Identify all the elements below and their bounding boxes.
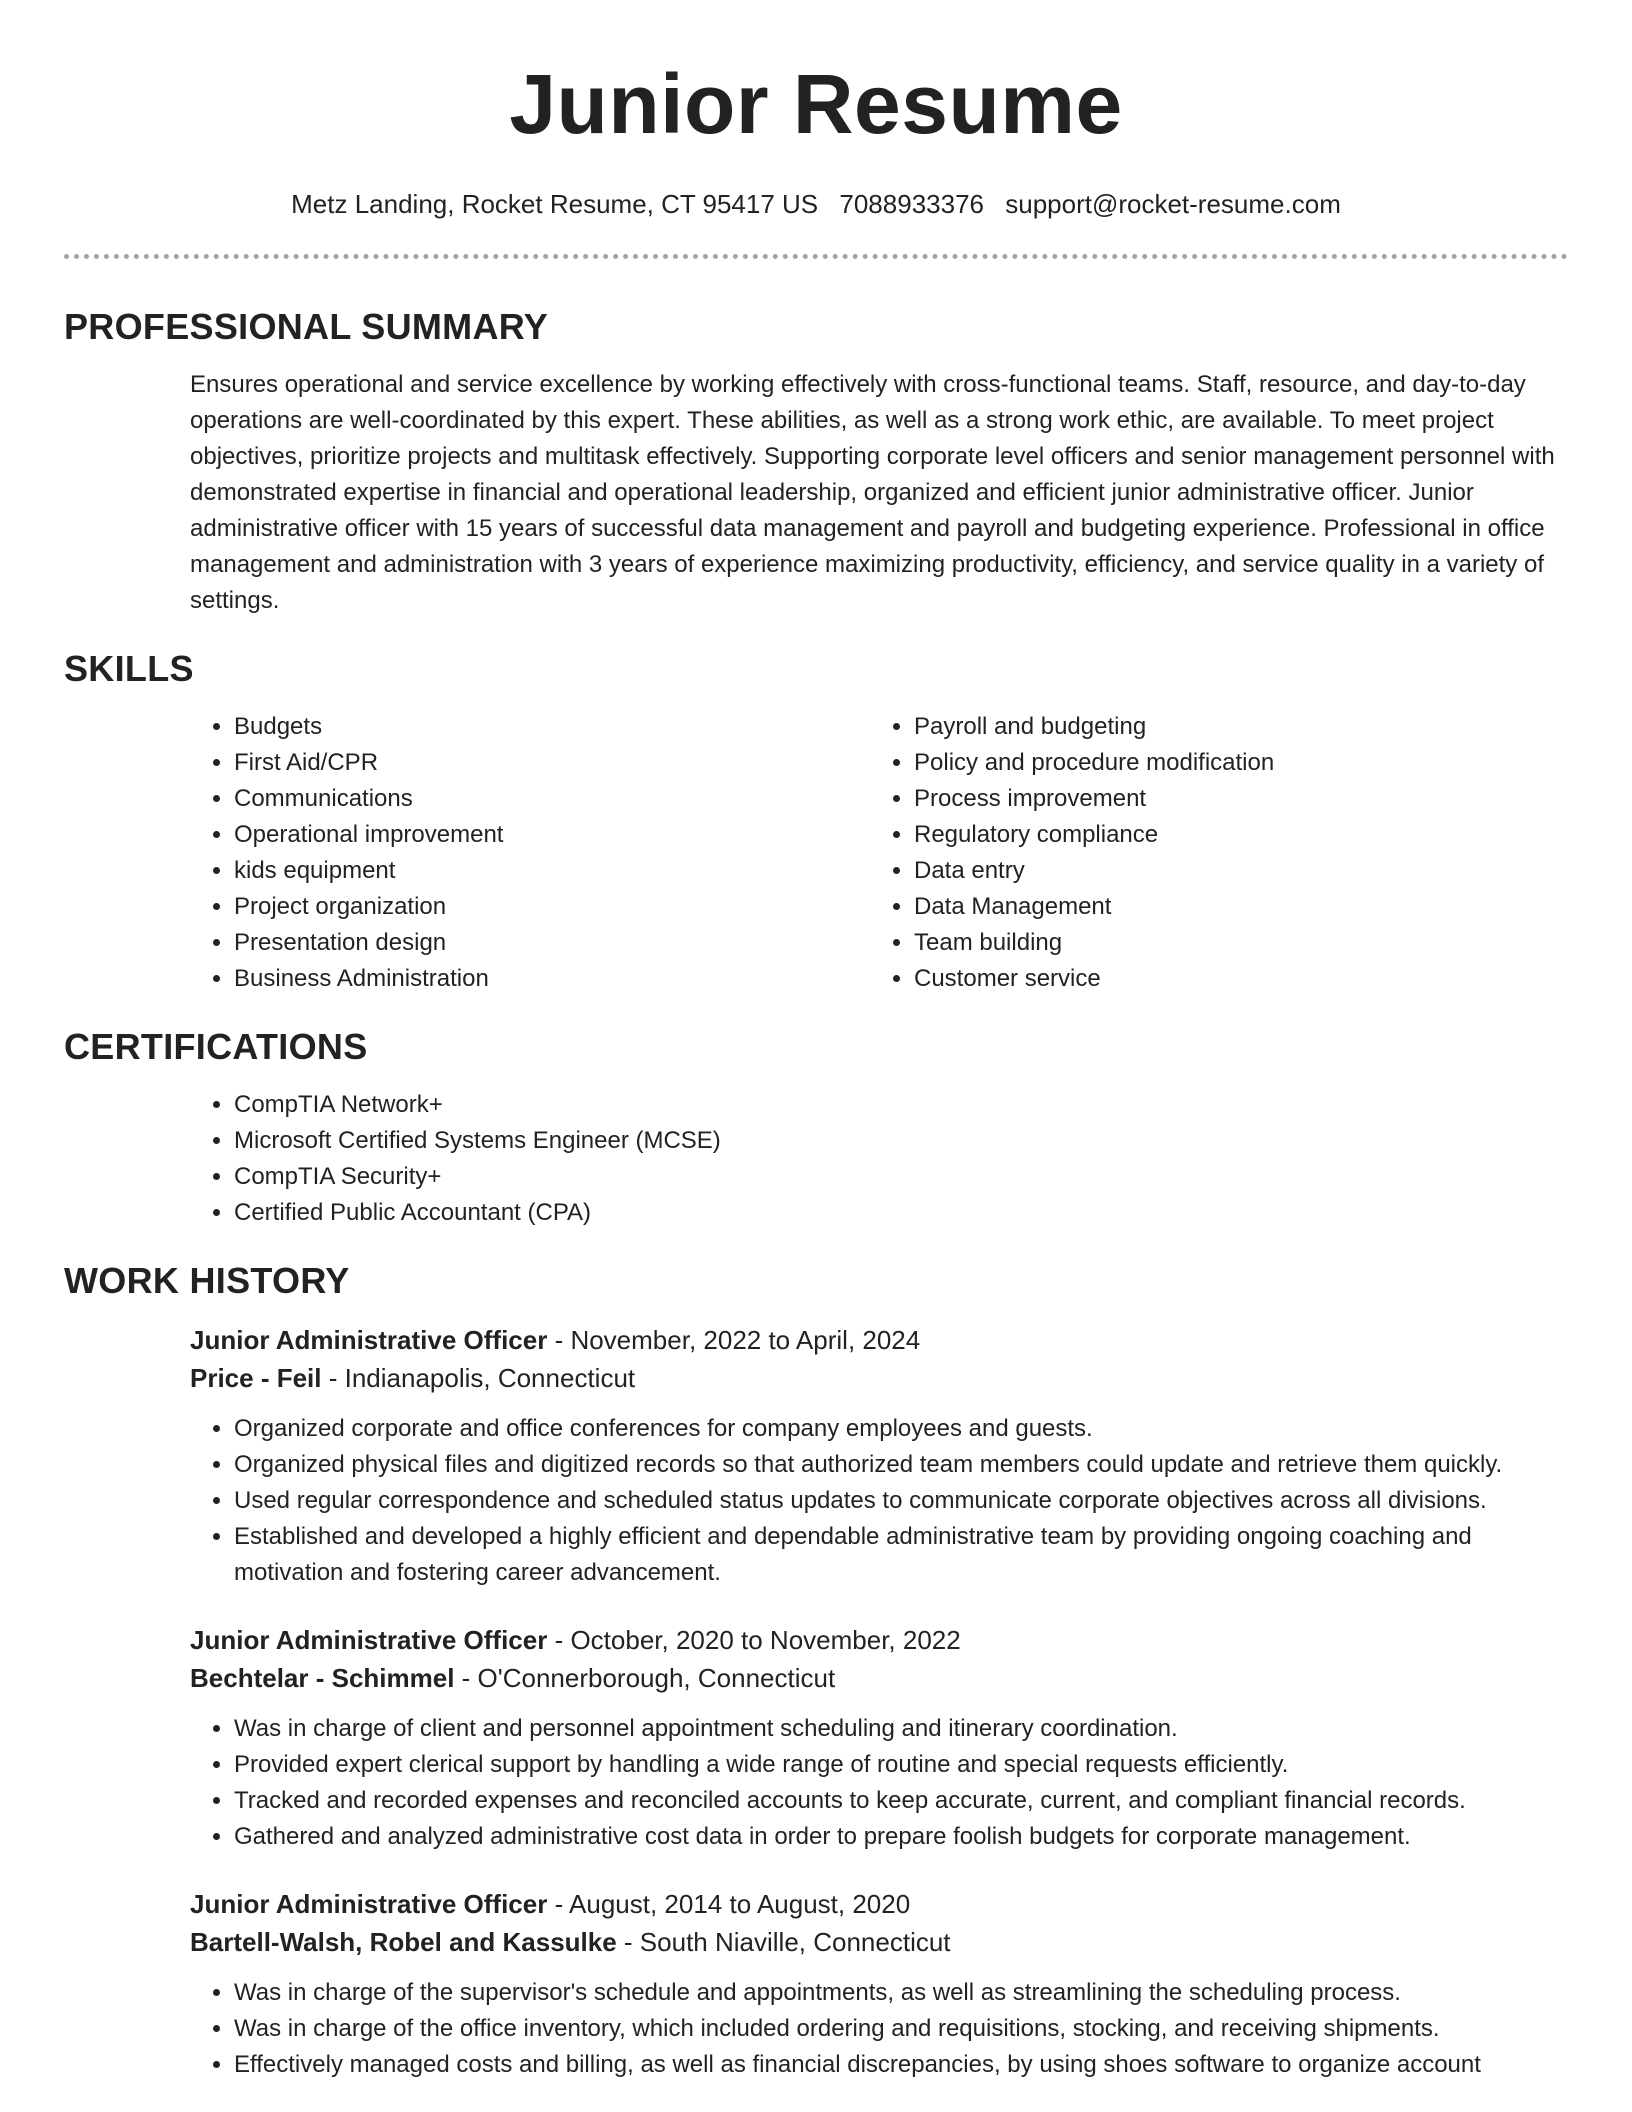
job-entry (190, 1621, 1568, 1855)
contact-address: Metz Landing, Rocket Resume, CT 95417 US (291, 189, 819, 219)
certification-item: • Certified Public Accountant (CPA) (234, 1195, 1568, 1231)
job-company-line (190, 1359, 1568, 1397)
summary-text: Ensures operational and service excellence by working effectively with cross-functional teams. Staff, resource, and day-to-day operations are well-coordinated by this expert. These abilities, as well as a strong work ethic, are available. To meet project objectives, prioritize projects and multitask effectively. Supporting corporate level officers and senior management personnel with demonstrated expertise in financial and operational leadership, organized and efficient junior administrative officer. Junior administrative officer with 15 years of successful data management and payroll and budgeting experience. Professional in office management and administration with 3 years of experience maximizing productivity, efficiency, and service quality in a variety of settings. (190, 371, 1555, 614)
job-company: Bechtelar - Schimmel (190, 1663, 455, 1693)
job-role: Junior Administrative Officer (190, 1625, 548, 1655)
skill-item: • Policy and procedure modification (914, 745, 1550, 781)
skill-item: • Presentation design (234, 925, 870, 961)
job-bullet: • Was in charge of the office inventory, which included ordering and requisitions, stocking, and receiving shipments. (234, 2011, 1568, 2047)
job-title-line (190, 1885, 1568, 1923)
skill-item: • Payroll and budgeting (914, 709, 1550, 745)
certification-item: • CompTIA Security+ (234, 1159, 1568, 1195)
skill-item: • Communications (234, 781, 870, 817)
summary-heading: PROFESSIONAL SUMMARY (64, 306, 549, 347)
skills-heading: SKILLS (64, 648, 194, 689)
contact-email: support@rocket-resume.com (1005, 189, 1341, 219)
job-bullet: • Organized corporate and office conferences for company employees and guests. (234, 1411, 1568, 1447)
job-company: Bartell-Walsh, Robel and Kassulke (190, 1927, 617, 1957)
skill-item: • kids equipment (234, 853, 870, 889)
job-title-line (190, 1621, 1568, 1659)
skill-item: • Data entry (914, 853, 1550, 889)
skills-grid (190, 709, 1568, 997)
job-role: Junior Administrative Officer (190, 1325, 548, 1355)
job-dates: - August, 2014 to August, 2020 (547, 1889, 911, 1919)
certifications-section (64, 1025, 1568, 1231)
certification-item: • Microsoft Certified Systems Engineer (MCSE) (234, 1123, 1568, 1159)
contact-line (0, 188, 1632, 220)
resume-header (0, 0, 1632, 220)
job-location: - South Niaville, Connecticut (616, 1927, 951, 1957)
job-role: Junior Administrative Officer (190, 1889, 548, 1919)
job-bullet: • Effectively managed costs and billing, as well as financial discrepancies, by using shoes software to organize account (234, 2047, 1568, 2083)
job-bullet: • Provided expert clerical support by handling a wide range of routine and special requests efficiently. (234, 1747, 1568, 1783)
skill-item: • First Aid/CPR (234, 745, 870, 781)
job-bullet: • Gathered and analyzed administrative cost data in order to prepare foolish budgets for corporate management. (234, 1819, 1568, 1855)
candidate-name: Junior Resume (509, 57, 1123, 151)
skill-item: • Regulatory compliance (914, 817, 1550, 853)
job-title-line (190, 1321, 1568, 1359)
work-history-heading: WORK HISTORY (64, 1260, 350, 1301)
skill-item: • Business Administration (234, 961, 870, 997)
job-entry (190, 1885, 1568, 2083)
certification-item: • CompTIA Network+ (234, 1087, 1568, 1123)
header-divider (64, 254, 1568, 259)
job-location: - O'Connerborough, Connecticut (454, 1663, 836, 1693)
summary-section (64, 305, 1568, 619)
job-bullet: • Tracked and recorded expenses and reconciled accounts to keep accurate, current, and compliant financial records. (234, 1783, 1568, 1819)
job-bullet: • Established and developed a highly efficient and dependable administrative team by providing ongoing coaching and motivation and fostering career advancement. (234, 1519, 1568, 1591)
skills-column-right (870, 709, 1550, 997)
skills-section (64, 647, 1568, 997)
skill-item: • Operational improvement (234, 817, 870, 853)
job-dates: - November, 2022 to April, 2024 (547, 1325, 921, 1355)
job-bullet: • Was in charge of client and personnel appointment scheduling and itinerary coordination. (234, 1711, 1568, 1747)
job-entry (190, 1321, 1568, 1591)
job-company-line (190, 1659, 1568, 1697)
skill-item: • Data Management (914, 889, 1550, 925)
skill-item: • Project organization (234, 889, 870, 925)
skills-column-left (190, 709, 870, 997)
skill-item: • Customer service (914, 961, 1550, 997)
job-bullet: • Was in charge of the supervisor's schedule and appointments, as well as streamlining the scheduling process. (234, 1975, 1568, 2011)
job-bullet: • Used regular correspondence and scheduled status updates to communicate corporate objectives across all divisions. (234, 1483, 1568, 1519)
skill-item: • Process improvement (914, 781, 1550, 817)
contact-phone: 7088933376 (839, 189, 984, 219)
certifications-heading: CERTIFICATIONS (64, 1026, 368, 1067)
job-bullet: • Organized physical files and digitized records so that authorized team members could update and retrieve them quickly. (234, 1447, 1568, 1483)
work-history-section (64, 1259, 1568, 2083)
job-location: - Indianapolis, Connecticut (321, 1363, 636, 1393)
skill-item: • Team building (914, 925, 1550, 961)
job-dates: - October, 2020 to November, 2022 (547, 1625, 961, 1655)
job-company-line (190, 1923, 1568, 1961)
job-company: Price - Feil (190, 1363, 322, 1393)
skill-item: • Budgets (234, 709, 870, 745)
